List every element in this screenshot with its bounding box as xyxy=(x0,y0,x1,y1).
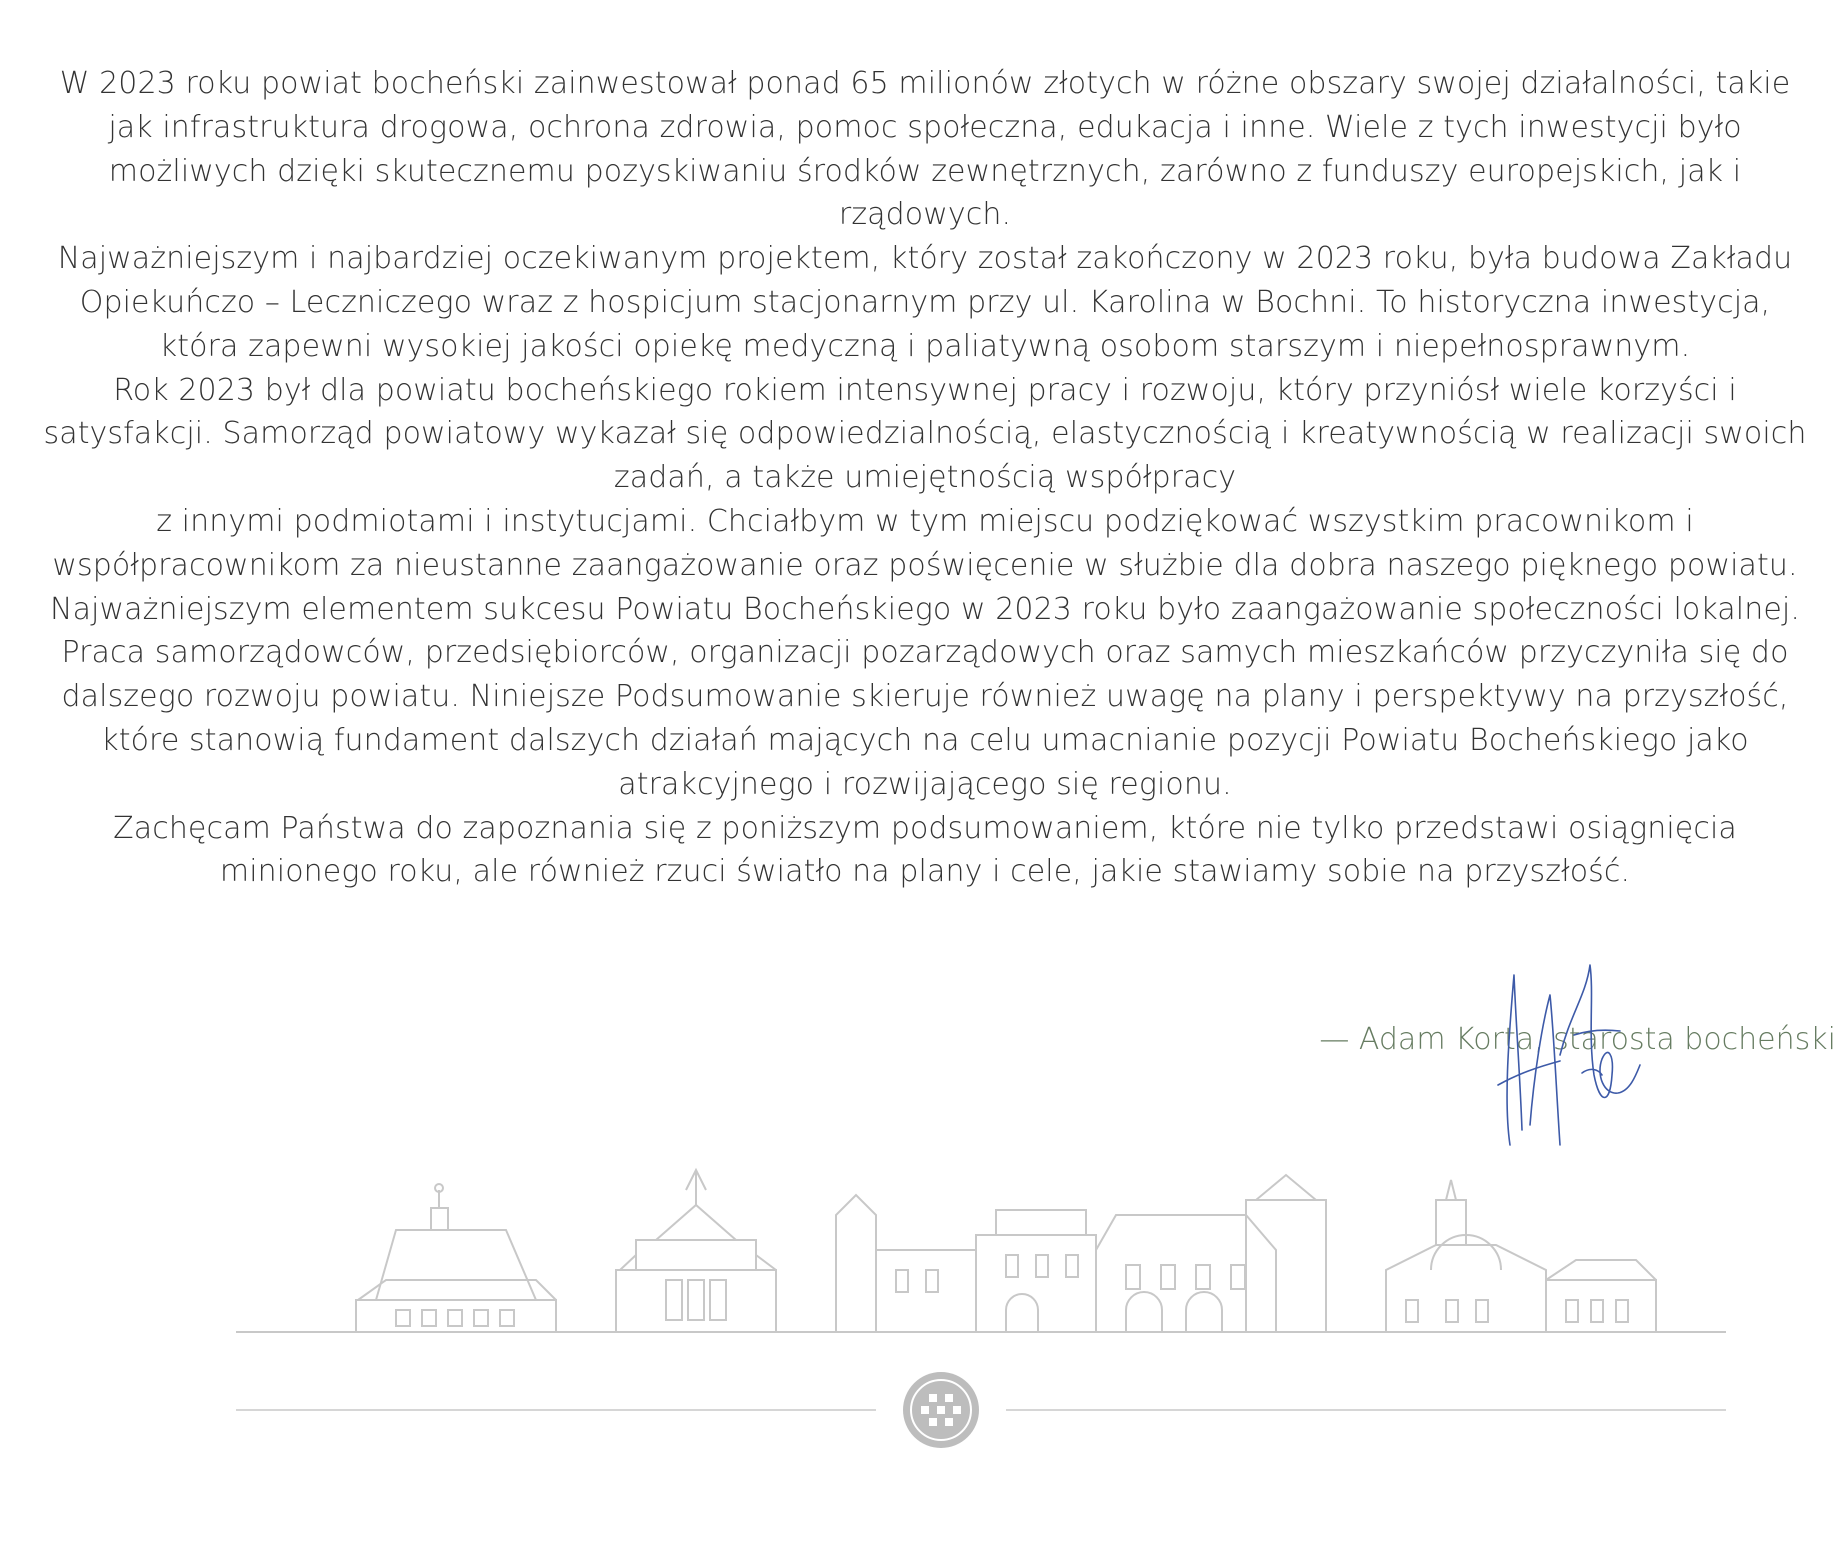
paragraph-community: Najważniejszym elementem sukcesu Powiatu Bocheńskiego w 2023 roku było zaangażowanie społeczności lokalnej. Praca samorządowców, przedsiębiorców, organizacji pozarządowych oraz samych mieszkańców przyczyniła się do dalszego rozwoju powiatu. Niniejsze Podsumowanie skieruje również uwagę na plany i perspektywy na przyszłość, które stanowią fundament dalszych działań mających na celu umacnianie pozycji Powiatu Bocheńskiego jako atrakcyjnego i rozwijającego się regionu. xyxy=(50,591,1800,802)
footer-divider xyxy=(236,1370,1726,1450)
attribution: — Adam Korta, starosta bocheński xyxy=(1319,1022,1836,1057)
paragraph-investments: W 2023 roku powiat bocheński zainwestował ponad 65 milionów złotych w różne obszary swojej działalności, takie jak infrastruktura drogowa, ochrona zdrowia, pomoc społeczna, edukacja i inne. Wiele z tych inwestycji było możliwych dzięki skutecznemu pozyskiwaniu środków zewnętrznych, zarówno z funduszy europejskich, jak i rządowych. xyxy=(59,66,1791,233)
letter-body xyxy=(40,62,1810,894)
paragraph-year-summary: Rok 2023 był dla powiatu bocheńskiego rokiem intensywnej pracy i rozwoju, który przyniósł wiele korzyści i satysfakcji. Samorząd powiatowy wykazał się odpowiedzialnością, elastycznością i kreatywnością w realizacji swoich zadań, a także umiejętnością współpracy xyxy=(43,372,1807,496)
town-skyline-illustration xyxy=(236,1160,1726,1340)
paragraph-invitation: Zachęcam Państwa do zapoznania się z poniższym podsumowaniem, które nie tylko przedstawi osiągnięcia minionego roku, ale również rzuci światło na plany i cele, jakie stawiamy sobie na przyszłość. xyxy=(113,810,1737,890)
handwritten-signature xyxy=(1490,955,1660,1155)
paragraph-thanks: z innymi podmiotami i instytucjami. Chciałbym w tym miejscu podziękować wszystkim pracownikom i współpracownikom za nieustanne zaangażowanie oraz poświęcenie w służbie dla dobra naszego pięknego powiatu. xyxy=(52,503,1798,583)
paragraph-care-facility: Najważniejszym i najbardziej oczekiwanym projektem, który został zakończony w 2023 roku, była budowa Zakładu Opiekuńczo – Leczniczego wraz z hospicjum stacjonarnym przy ul. Karolina w Bochni. To historyczna inwestycja, która zapewni wysokiej jakości opiekę medyczną i paliatywną osobom starszym i niepełnosprawnym. xyxy=(57,241,1793,364)
round-seal-emblem-icon xyxy=(903,1372,979,1448)
